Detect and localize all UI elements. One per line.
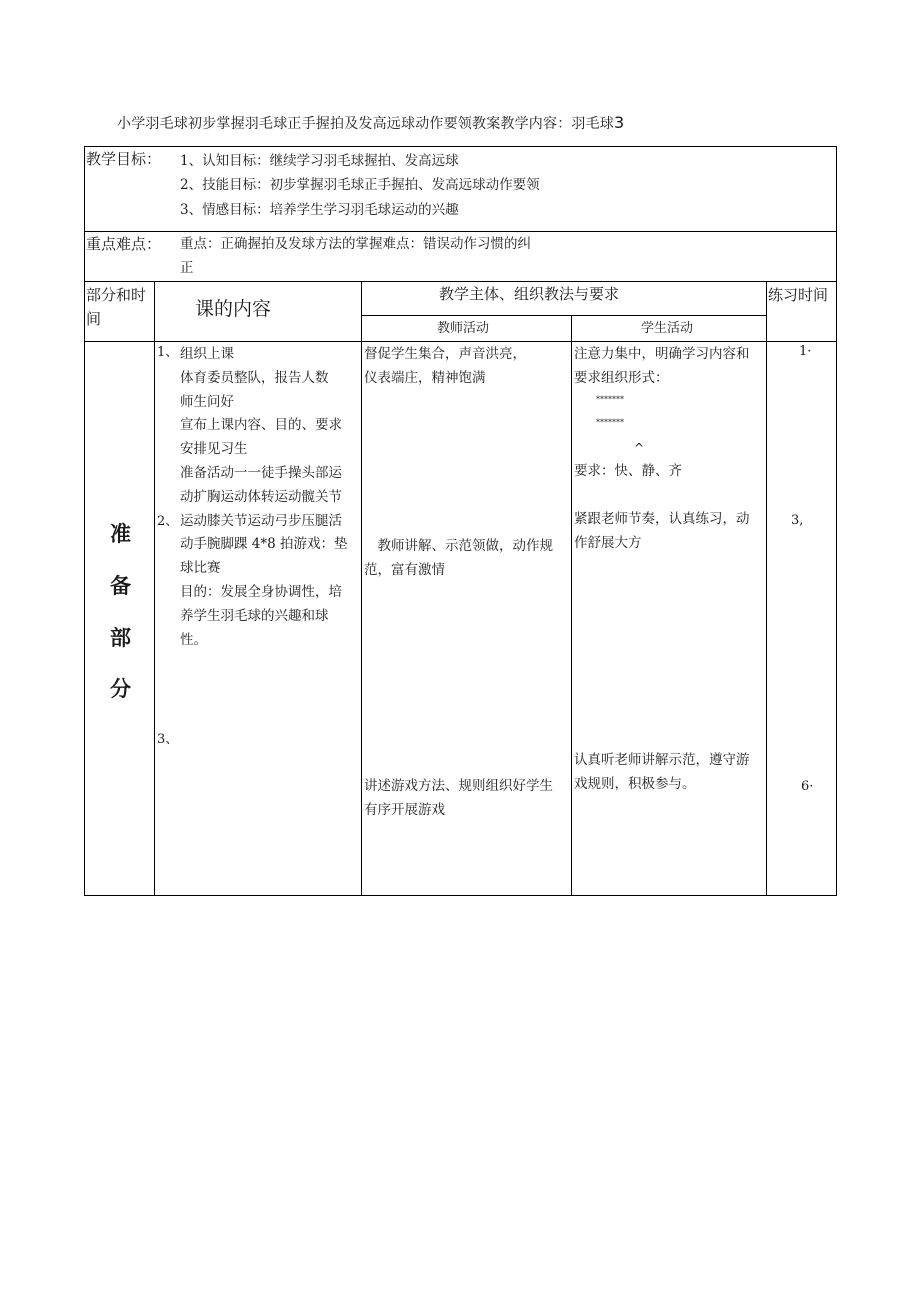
content-line: 宣布上课内容、目的、要求 (180, 417, 342, 434)
title-text: 小学羽毛球初步掌握羽毛球正手握拍及发高远球动作要领教案教学内容：羽毛球 (117, 116, 614, 132)
teacher-activity-2 (364, 535, 553, 583)
item-number: 3、 (157, 732, 179, 747)
objective-item: 2、技能目标：初步掌握羽毛球正手握拍、发高远球动作要领 (180, 177, 540, 193)
student-line: 注意力集中，明确学习内容和 (574, 346, 750, 362)
objective-item: 3、情感目标：培养学生学习羽毛球运动的兴趣 (180, 202, 459, 218)
teacher-line: 督促学生集合，声音洪亮， (364, 346, 526, 362)
objective-item: 1、认知目标：继续学习羽毛球握拍、发高远球 (180, 153, 459, 169)
item-number: 1、 (157, 345, 179, 360)
content-line: 养学生羽毛球的兴趣和球 (180, 607, 329, 624)
teacher-line: 有序开展游戏 (364, 801, 445, 818)
student-activity-3 (574, 749, 750, 797)
content-line: 组织上课 (180, 346, 234, 362)
teacher-activity-1 (364, 343, 526, 391)
content-line: 球比赛 (180, 560, 221, 577)
practice-time-value: 6· (801, 779, 814, 794)
student-line: 作舒展大方 (574, 534, 642, 551)
section-name-char: 部 (110, 626, 131, 650)
header-methods: 教学主体、组织教法与要求 (439, 285, 620, 303)
content-lines (180, 343, 348, 652)
student-activity-1 (574, 343, 750, 391)
title-suffix: 3 (614, 113, 625, 132)
student-requirement: 要求：快、静、齐 (574, 463, 682, 479)
formation-row: ******* (596, 418, 624, 427)
content-line: 性。 (180, 631, 207, 648)
section-name-char: 备 (110, 574, 131, 598)
section-name-char: 分 (110, 677, 131, 701)
content-line: 动手腕脚踝 4*8 拍游戏：垫 (180, 536, 348, 553)
keypoints-line2: 正 (180, 260, 194, 276)
header-student: 学生活动 (641, 321, 694, 336)
student-line: 紧跟老师节奏，认真练习，动 (574, 511, 750, 527)
teacher-activity-3 (364, 775, 553, 823)
practice-time-value: 3, (791, 513, 804, 528)
student-line: 认真听老师讲解示范，遵守游 (574, 752, 750, 768)
formation-row: ******* (596, 395, 624, 404)
teacher-line: 讲述游戏方法、规则组织好学生 (364, 778, 553, 794)
student-activity-2 (574, 508, 750, 556)
content-line: 体育委员整队，报告人数 (180, 369, 329, 386)
practice-time-value: 1· (799, 344, 812, 359)
content-line: 运动膝关节运动弓步压腿活 (180, 512, 342, 529)
content-line: 动扩胸运动体转运动髋关节 (180, 488, 342, 505)
header-practice-time: 练习时间 (768, 286, 829, 304)
content-line: 目的：发展全身协调性，培 (180, 583, 342, 600)
content-line: 安排见习生 (180, 441, 248, 458)
teacher-line: 范，富有激情 (364, 561, 445, 578)
header-content: 课的内容 (195, 298, 272, 320)
section-name-char: 准 (110, 522, 131, 546)
teacher-line: 教师讲解、示范领做，动作规 (364, 538, 553, 554)
teacher-line: 仪表端庄，精神饱满 (364, 369, 486, 386)
header-teacher: 教师活动 (437, 321, 490, 336)
content-line: 师生问好 (180, 393, 234, 410)
item-number: 2、 (157, 514, 179, 529)
formation-teacher-marker: ^ (634, 441, 645, 455)
header-part-time: 部分和时 (86, 286, 147, 304)
objectives-label: 教学目标： (86, 150, 162, 168)
student-line: 戏规则，积极参与。 (574, 775, 696, 792)
content-line: 准备活动一一徒手操头部运 (180, 464, 342, 481)
student-line: 要求组织形式： (574, 369, 669, 386)
header-part-time-2: 间 (86, 310, 102, 328)
keypoints-line1: 重点：正确握拍及发球方法的掌握难点：错误动作习惯的纠 (180, 236, 531, 252)
keypoints-label: 重点难点： (86, 235, 162, 253)
